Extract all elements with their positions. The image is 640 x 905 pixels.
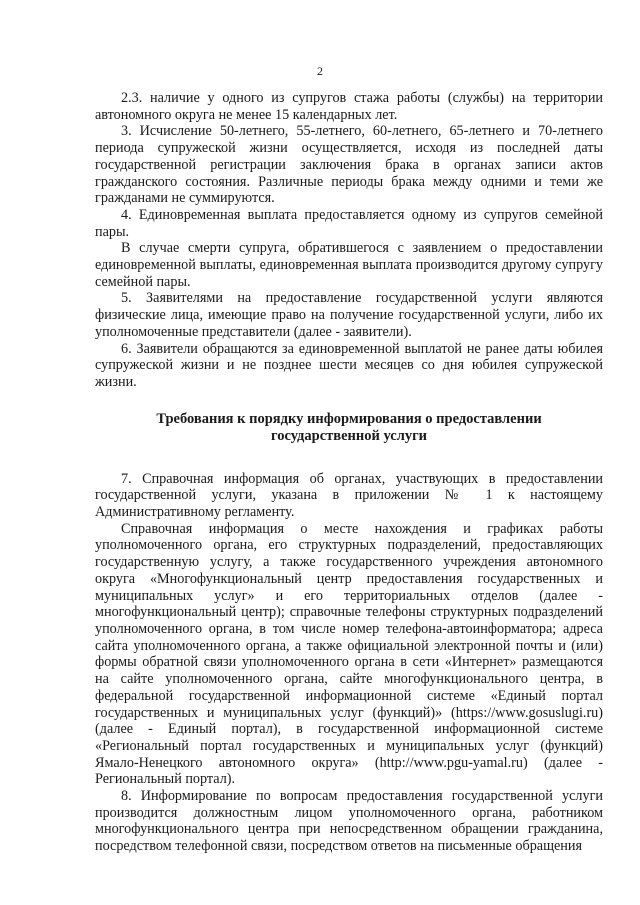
paragraph-4: 4. Единовременная выплата предоставляется одному из супругов семейной пары. [95, 206, 603, 240]
paragraph-5: 5. Заявителями на предоставление государственной услуги являются физические лица, имеющие право на получение государственной услуги, либо их уполномоченные представители (далее - заявители). [95, 290, 603, 340]
paragraph-2-3: 2.3. наличие у одного из супругов стажа работы (службы) на территории автономного округа не менее 15 календарных лет. [95, 90, 603, 123]
section-heading-line-2: государственной услуги [270, 427, 428, 444]
section-heading [95, 411, 603, 445]
document-body [95, 90, 603, 855]
paragraph-4-cont: В случае смерти супруга, обратившегося с заявлением о предоставлении единовременной выплаты, единовременная выплата производится другому супругу семейной пары. [95, 240, 603, 290]
paragraph-3: 3. Исчисление 50-летнего, 55-летнего, 60-летнего, 65-летнего и 70-летнего периода супружеской жизни осуществляется, исходя из последней даты государственной регистрации заключения брака в органах записи актов гражданского состояния. Различные периоды брака между одними и теми же гражданами не суммируются. [95, 123, 603, 207]
page-number: 2 [317, 64, 323, 78]
paragraph-6: 6. Заявители обращаются за единовременной выплатой не ранее даты юбилея супружеской жизни и не позднее шести месяцев со дня юбилея супружеской жизни. [95, 340, 603, 390]
paragraph-8: 8. Информирование по вопросам предоставления государственной услуги производится должностным лицом уполномоченного органа, работником многофункционального центра при непосредственном обращении гражданина, посредством телефонной связи, посредством ответов на письменные обращения [95, 788, 603, 855]
paragraph-7: 7. Справочная информация об органах, участвующих в предоставлении государственной услуги, указана в приложении № 1 к настоящему Административному регламенту. [95, 470, 603, 521]
paragraph-7-reference-info: Справочная информация о месте нахождения и графиках работы уполномоченного органа, его структурных подразделений, предоставляющих государственную услугу, а также государственного учреждения автономного округа «Многофункциональный центр предоставления государственных и муниципальных услуг» и его территориальных отделов (далее - многофункциональный центр); справочные телефоны структурных подразделений уполномоченного органа, в том числе номер телефона-автоинформатора; адреса сайта уполномоченного органа, а также официальной электронной почты и (или) формы обратной связи уполномоченного органа в сети «Интернет» размещаются на сайте уполномоченного органа, сайте многофункционального центра, в федеральной государственной информационной системе «Единый портал государственных и муниципальных услуг (функций)» (https://www.gosuslugi.ru) (далее - Единый портал), в государственной информационной системе «Региональный портал государственных и муниципальных услуг (функций) Ямало-Ненецкого автономного округа» (http://www.pgu-yamal.ru) (далее - Региональный портал). [95, 520, 603, 788]
section-heading-line-1: Требования к порядку информирования о предоставлении [156, 410, 542, 427]
